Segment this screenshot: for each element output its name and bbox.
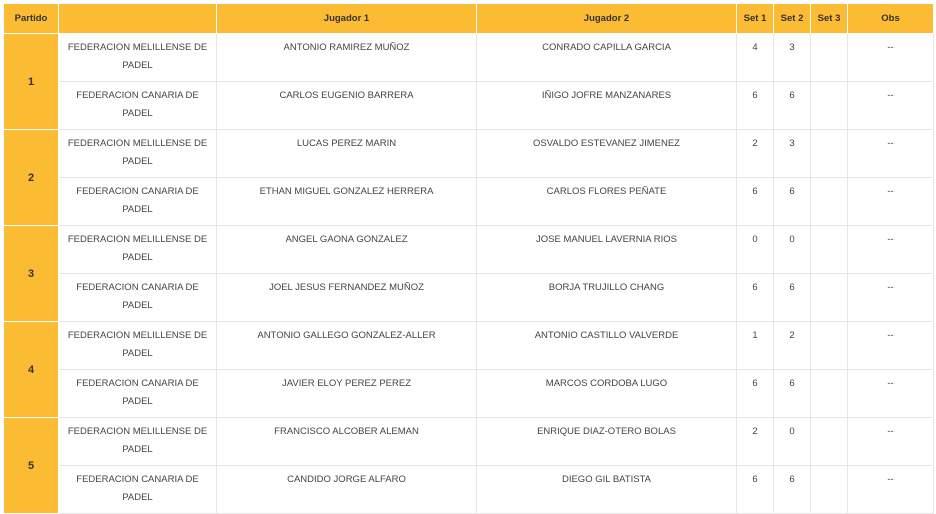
table-row <box>4 466 934 514</box>
set-3-score <box>815 274 843 279</box>
set-1-score-container <box>737 370 774 418</box>
set-2-score-container <box>774 274 811 322</box>
set-2-score-container <box>774 178 811 226</box>
player-2-cell-container <box>477 130 737 178</box>
player-2-cell-container <box>477 466 737 514</box>
obs-cell: -- <box>887 282 894 293</box>
table-row <box>4 274 934 322</box>
player-1-cell: ETHAN MIGUEL GONZALEZ HERRERA <box>259 186 434 197</box>
set-2-score-container <box>774 370 811 418</box>
set-3-score <box>815 370 843 375</box>
set-1-score-container <box>737 226 774 274</box>
player-2-cell-container <box>477 226 737 274</box>
set-1-score: 2 <box>752 426 758 437</box>
player-2-cell-container <box>477 34 737 82</box>
federation-cell-container <box>59 418 217 466</box>
set-2-score: 6 <box>789 186 795 197</box>
set-3-score-container <box>811 322 848 370</box>
player-1-cell: LUCAS PEREZ MARIN <box>296 138 397 149</box>
federation-cell-container <box>59 466 217 514</box>
set-3-score-container <box>811 274 848 322</box>
set-3-score-container <box>811 418 848 466</box>
federation-cell: FEDERACION MELILLENSE DE PADEL <box>67 330 208 359</box>
set-3-score-container <box>811 34 848 82</box>
set-2-score-container <box>774 226 811 274</box>
set-2-score: 3 <box>789 42 795 53</box>
federation-cell: FEDERACION CANARIA DE PADEL <box>76 186 199 215</box>
header-partido: Partido <box>4 4 59 34</box>
header-federacion <box>59 4 217 34</box>
set-3-score <box>815 226 843 231</box>
set-1-score: 4 <box>752 42 758 53</box>
match-number: 5 <box>4 418 59 514</box>
obs-cell: -- <box>887 378 894 389</box>
set-1-score-container <box>737 274 774 322</box>
player-1-cell-container <box>217 370 477 418</box>
set-2-score: 6 <box>789 90 795 101</box>
player-1-cell-container <box>217 274 477 322</box>
federation-cell-container <box>59 130 217 178</box>
player-2-cell: ANTONIO CASTILLO VALVERDE <box>534 330 679 341</box>
player-1-cell: CARLOS EUGENIO BARRERA <box>279 90 414 101</box>
player-2-cell-container <box>477 178 737 226</box>
set-1-score-container <box>737 322 774 370</box>
header-set-3: Set 3 <box>811 4 848 34</box>
header-obs: Obs <box>848 4 934 34</box>
player-1-cell-container <box>217 322 477 370</box>
match-number: 1 <box>4 34 59 130</box>
set-2-score: 6 <box>789 282 795 293</box>
player-2-cell: CARLOS FLORES PEÑATE <box>546 186 667 197</box>
table-header <box>4 4 934 34</box>
set-3-score-container <box>811 466 848 514</box>
set-2-score-container <box>774 34 811 82</box>
match-number: 4 <box>4 322 59 418</box>
set-2-score: 0 <box>789 426 795 437</box>
player-1-cell: CANDIDO JORGE ALFARO <box>287 474 406 485</box>
header-jugador-1: Jugador 1 <box>217 4 477 34</box>
set-3-score <box>815 466 843 471</box>
player-1-cell-container <box>217 418 477 466</box>
federation-cell: FEDERACION MELILLENSE DE PADEL <box>67 426 208 455</box>
player-2-cell: ENRIQUE DIAZ-OTERO BOLAS <box>537 426 676 437</box>
obs-cell-container <box>848 226 934 274</box>
player-2-cell: CONRADO CAPILLA GARCIA <box>542 42 671 53</box>
set-1-score-container <box>737 130 774 178</box>
table-row <box>4 322 934 370</box>
player-2-cell: BORJA TRUJILLO CHANG <box>548 282 665 293</box>
player-2-cell: IÑIGO JOFRE MANZANARES <box>541 90 672 101</box>
obs-cell-container <box>848 178 934 226</box>
set-1-score-container <box>737 466 774 514</box>
set-3-score-container <box>811 226 848 274</box>
set-2-score-container <box>774 322 811 370</box>
obs-cell-container <box>848 82 934 130</box>
federation-cell-container <box>59 322 217 370</box>
set-2-score-container <box>774 82 811 130</box>
player-2-cell-container <box>477 322 737 370</box>
set-1-score-container <box>737 82 774 130</box>
obs-cell: -- <box>887 426 894 437</box>
set-3-score <box>815 130 843 135</box>
player-1-cell: JOEL JESUS FERNANDEZ MUÑOZ <box>269 282 424 293</box>
set-3-score-container <box>811 82 848 130</box>
player-2-cell-container <box>477 274 737 322</box>
set-2-score: 6 <box>789 474 795 485</box>
set-2-score: 3 <box>789 138 795 149</box>
table-row <box>4 418 934 466</box>
federation-cell: FEDERACION CANARIA DE PADEL <box>76 282 199 311</box>
federation-cell-container <box>59 178 217 226</box>
federation-cell: FEDERACION CANARIA DE PADEL <box>76 90 199 119</box>
table-row <box>4 130 934 178</box>
federation-cell-container <box>59 34 217 82</box>
obs-cell-container <box>848 418 934 466</box>
set-3-score <box>815 418 843 423</box>
player-1-cell-container <box>217 466 477 514</box>
obs-cell-container <box>848 322 934 370</box>
header-row <box>4 4 934 34</box>
table-row <box>4 226 934 274</box>
set-1-score-container <box>737 34 774 82</box>
obs-cell: -- <box>887 186 894 197</box>
obs-cell-container <box>848 370 934 418</box>
obs-cell-container <box>848 130 934 178</box>
player-1-cell-container <box>217 178 477 226</box>
player-2-cell-container <box>477 418 737 466</box>
set-2-score: 6 <box>789 378 795 389</box>
header-jugador-2: Jugador 2 <box>477 4 737 34</box>
set-2-score: 0 <box>789 234 795 245</box>
player-1-cell: JAVIER ELOY PEREZ PEREZ <box>282 378 411 389</box>
set-3-score <box>815 178 843 183</box>
set-3-score <box>815 82 843 87</box>
set-1-score: 6 <box>752 90 758 101</box>
obs-cell-container <box>848 466 934 514</box>
set-2-score-container <box>774 418 811 466</box>
set-2-score: 2 <box>789 330 795 341</box>
player-1-cell-container <box>217 82 477 130</box>
set-1-score: 2 <box>752 138 758 149</box>
results-table <box>3 3 934 514</box>
obs-cell-container <box>848 274 934 322</box>
table-row <box>4 82 934 130</box>
player-1-cell: ANTONIO RAMIREZ MUÑOZ <box>283 42 410 53</box>
set-1-score: 6 <box>752 282 758 293</box>
player-1-cell-container <box>217 226 477 274</box>
set-2-score-container <box>774 130 811 178</box>
player-1-cell: FRANCISCO ALCOBER ALEMAN <box>274 426 419 437</box>
obs-cell: -- <box>887 138 894 149</box>
federation-cell: FEDERACION CANARIA DE PADEL <box>76 378 199 407</box>
set-1-score-container <box>737 178 774 226</box>
player-1-cell: ANTONIO GALLEGO GONZALEZ-ALLER <box>257 330 436 341</box>
table-row <box>4 370 934 418</box>
match-number: 2 <box>4 130 59 226</box>
federation-cell: FEDERACION CANARIA DE PADEL <box>76 474 199 503</box>
federation-cell: FEDERACION MELILLENSE DE PADEL <box>67 138 208 167</box>
federation-cell-container <box>59 274 217 322</box>
federation-cell-container <box>59 370 217 418</box>
federation-cell: FEDERACION MELILLENSE DE PADEL <box>67 42 208 71</box>
player-2-cell-container <box>477 82 737 130</box>
federation-cell-container <box>59 82 217 130</box>
set-1-score-container <box>737 418 774 466</box>
player-2-cell: DIEGO GIL BATISTA <box>561 474 652 485</box>
player-1-cell-container <box>217 130 477 178</box>
obs-cell: -- <box>887 234 894 245</box>
set-1-score: 6 <box>752 186 758 197</box>
player-1-cell: ANGEL GAONA GONZALEZ <box>285 234 408 245</box>
set-3-score <box>815 322 843 327</box>
set-1-score: 6 <box>752 474 758 485</box>
table-row <box>4 178 934 226</box>
set-3-score-container <box>811 370 848 418</box>
set-3-score-container <box>811 130 848 178</box>
player-2-cell: OSVALDO ESTEVANEZ JIMENEZ <box>533 138 680 149</box>
obs-cell-container <box>848 34 934 82</box>
set-2-score-container <box>774 466 811 514</box>
obs-cell: -- <box>887 42 894 53</box>
set-3-score <box>815 34 843 39</box>
set-1-score: 0 <box>752 234 758 245</box>
player-1-cell-container <box>217 34 477 82</box>
federation-cell-container <box>59 226 217 274</box>
set-3-score-container <box>811 178 848 226</box>
set-1-score: 6 <box>752 378 758 389</box>
match-number: 3 <box>4 226 59 322</box>
table-body <box>4 34 934 514</box>
header-set-1: Set 1 <box>737 4 774 34</box>
player-2-cell: JOSE MANUEL LAVERNIA RIOS <box>536 234 677 245</box>
player-2-cell-container <box>477 370 737 418</box>
set-1-score: 1 <box>752 330 758 341</box>
header-set-2: Set 2 <box>774 4 811 34</box>
federation-cell: FEDERACION MELILLENSE DE PADEL <box>67 234 208 263</box>
obs-cell: -- <box>887 474 894 485</box>
player-2-cell: MARCOS CORDOBA LUGO <box>545 378 668 389</box>
table-row <box>4 34 934 82</box>
obs-cell: -- <box>887 330 894 341</box>
obs-cell: -- <box>887 90 894 101</box>
